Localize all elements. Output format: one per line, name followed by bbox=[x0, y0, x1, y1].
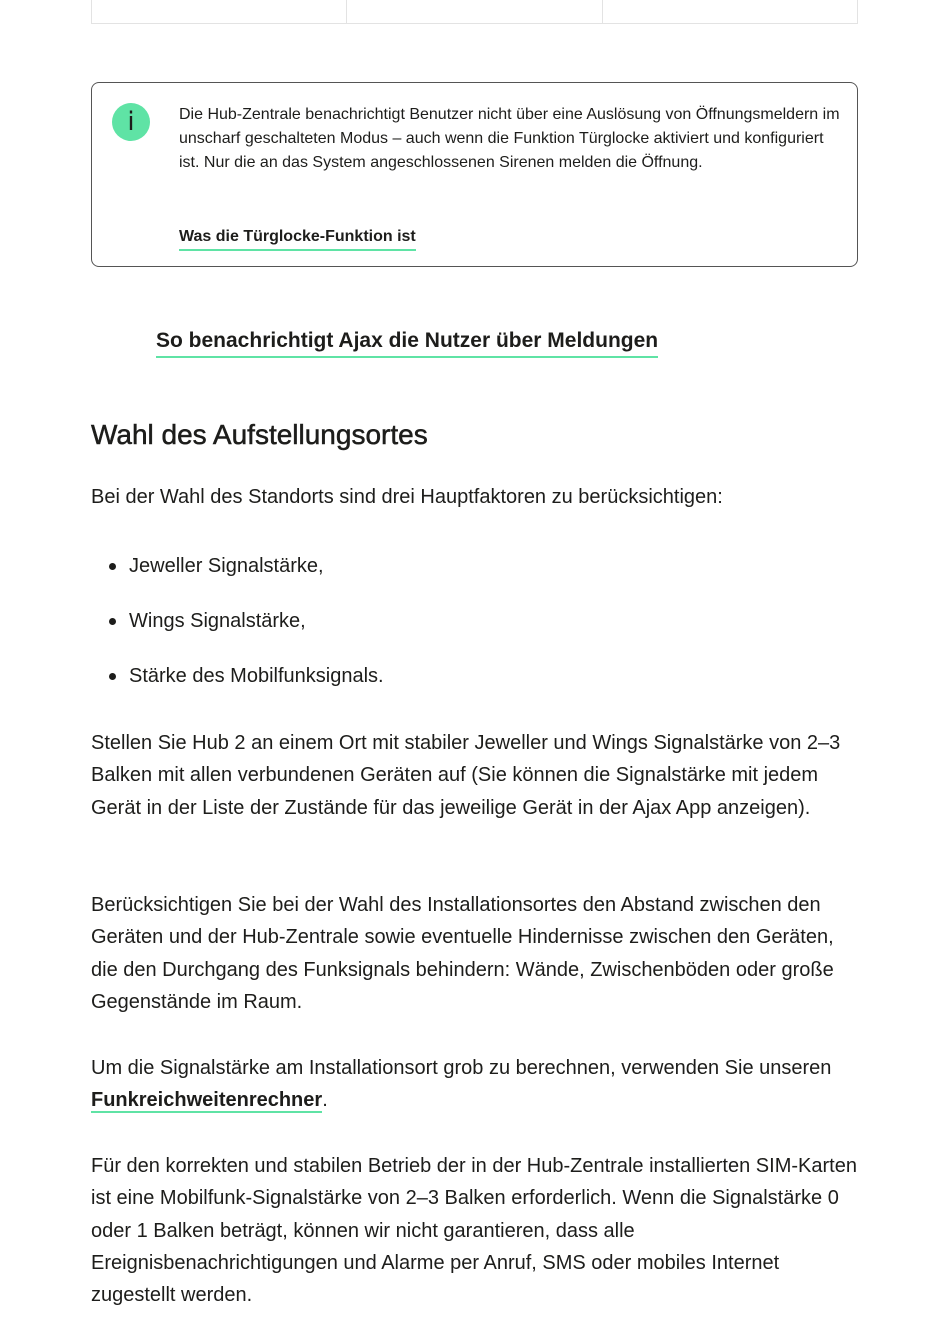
list-item bbox=[91, 660, 384, 715]
doorbell-function-link[interactable]: Was die Türglocke-Funktion ist bbox=[179, 225, 416, 251]
table-cell bbox=[603, 0, 857, 23]
info-callout bbox=[91, 82, 858, 267]
section-intro: Bei der Wahl des Standorts sind drei Hauptfaktoren zu berücksichtigen: bbox=[91, 486, 723, 508]
paragraph-text: . bbox=[322, 1089, 328, 1112]
notifications-article-link[interactable]: So benachrichtigt Ajax die Nutzer über Meldungen bbox=[156, 326, 658, 358]
info-icon: i bbox=[112, 103, 150, 141]
table-cell bbox=[347, 0, 602, 23]
info-callout-text: Die Hub-Zentrale benachrichtigt Benutzer nicht über eine Auslösung von Öffnungsmeldern im unscharf geschalteten Modus – auch wenn die Funktion Türglocke aktiviert und konfiguriert ist. Nur die an das System angeschlossenen Sirenen melden die Öffnung. bbox=[179, 106, 840, 171]
list-item-text: Stärke des Mobilfunksignals. bbox=[129, 665, 384, 687]
factor-list bbox=[91, 550, 384, 715]
paragraph-signal-placement: Stellen Sie Hub 2 an einem Ort mit stabiler Jeweller und Wings Signalstärke von 2–3 Balken mit allen verbundenen Geräten auf (Sie können die Signalstärke mit jedem Gerät in der Liste der Zustände für das jeweilige Gerät in der Ajax App anzeigen). bbox=[91, 732, 841, 819]
bullet-icon bbox=[109, 618, 116, 625]
paragraph-text: Um die Signalstärke am Installationsort grob zu berechnen, verwenden Sie unseren bbox=[91, 1057, 832, 1079]
paragraph-sim-signal: Für den korrekten und stabilen Betrieb der in der Hub-Zentrale installierten SIM-Karten ist eine Mobilfunk-Signalstärke von 2–3 Balken erforderlich. Wenn die Signalstärke 0 oder 1 Balken beträgt, können wir nicht garantieren, dass alle Ereignisbenachrichtigungen und Alarme per Anruf, SMS oder mobiles Internet zugestellt werden. bbox=[91, 1155, 857, 1307]
list-item-text: Jeweller Signalstärke, bbox=[129, 555, 324, 577]
range-calculator-link[interactable]: Funkreichweitenrechner bbox=[91, 1089, 323, 1112]
section-heading: Wahl des Aufstellungsortes bbox=[91, 419, 428, 450]
list-item-text: Wings Signalstärke, bbox=[129, 610, 306, 632]
list-item bbox=[91, 605, 384, 660]
table-cell bbox=[92, 0, 347, 23]
paragraph-calculator bbox=[91, 1052, 861, 1117]
table-bottom-edge bbox=[91, 0, 858, 24]
list-item bbox=[91, 550, 384, 605]
paragraph-obstacles: Berücksichtigen Sie bei der Wahl des Installationsortes den Abstand zwischen den Geräten und der Hub-Zentrale sowie eventuelle Hindernisse zwischen den Geräten, die den Durchgang des Funksignals behindern: Wände, Zwischenböden oder große Gegenstände im Raum. bbox=[91, 894, 834, 1013]
bullet-icon bbox=[109, 673, 116, 680]
bullet-icon bbox=[109, 563, 116, 570]
